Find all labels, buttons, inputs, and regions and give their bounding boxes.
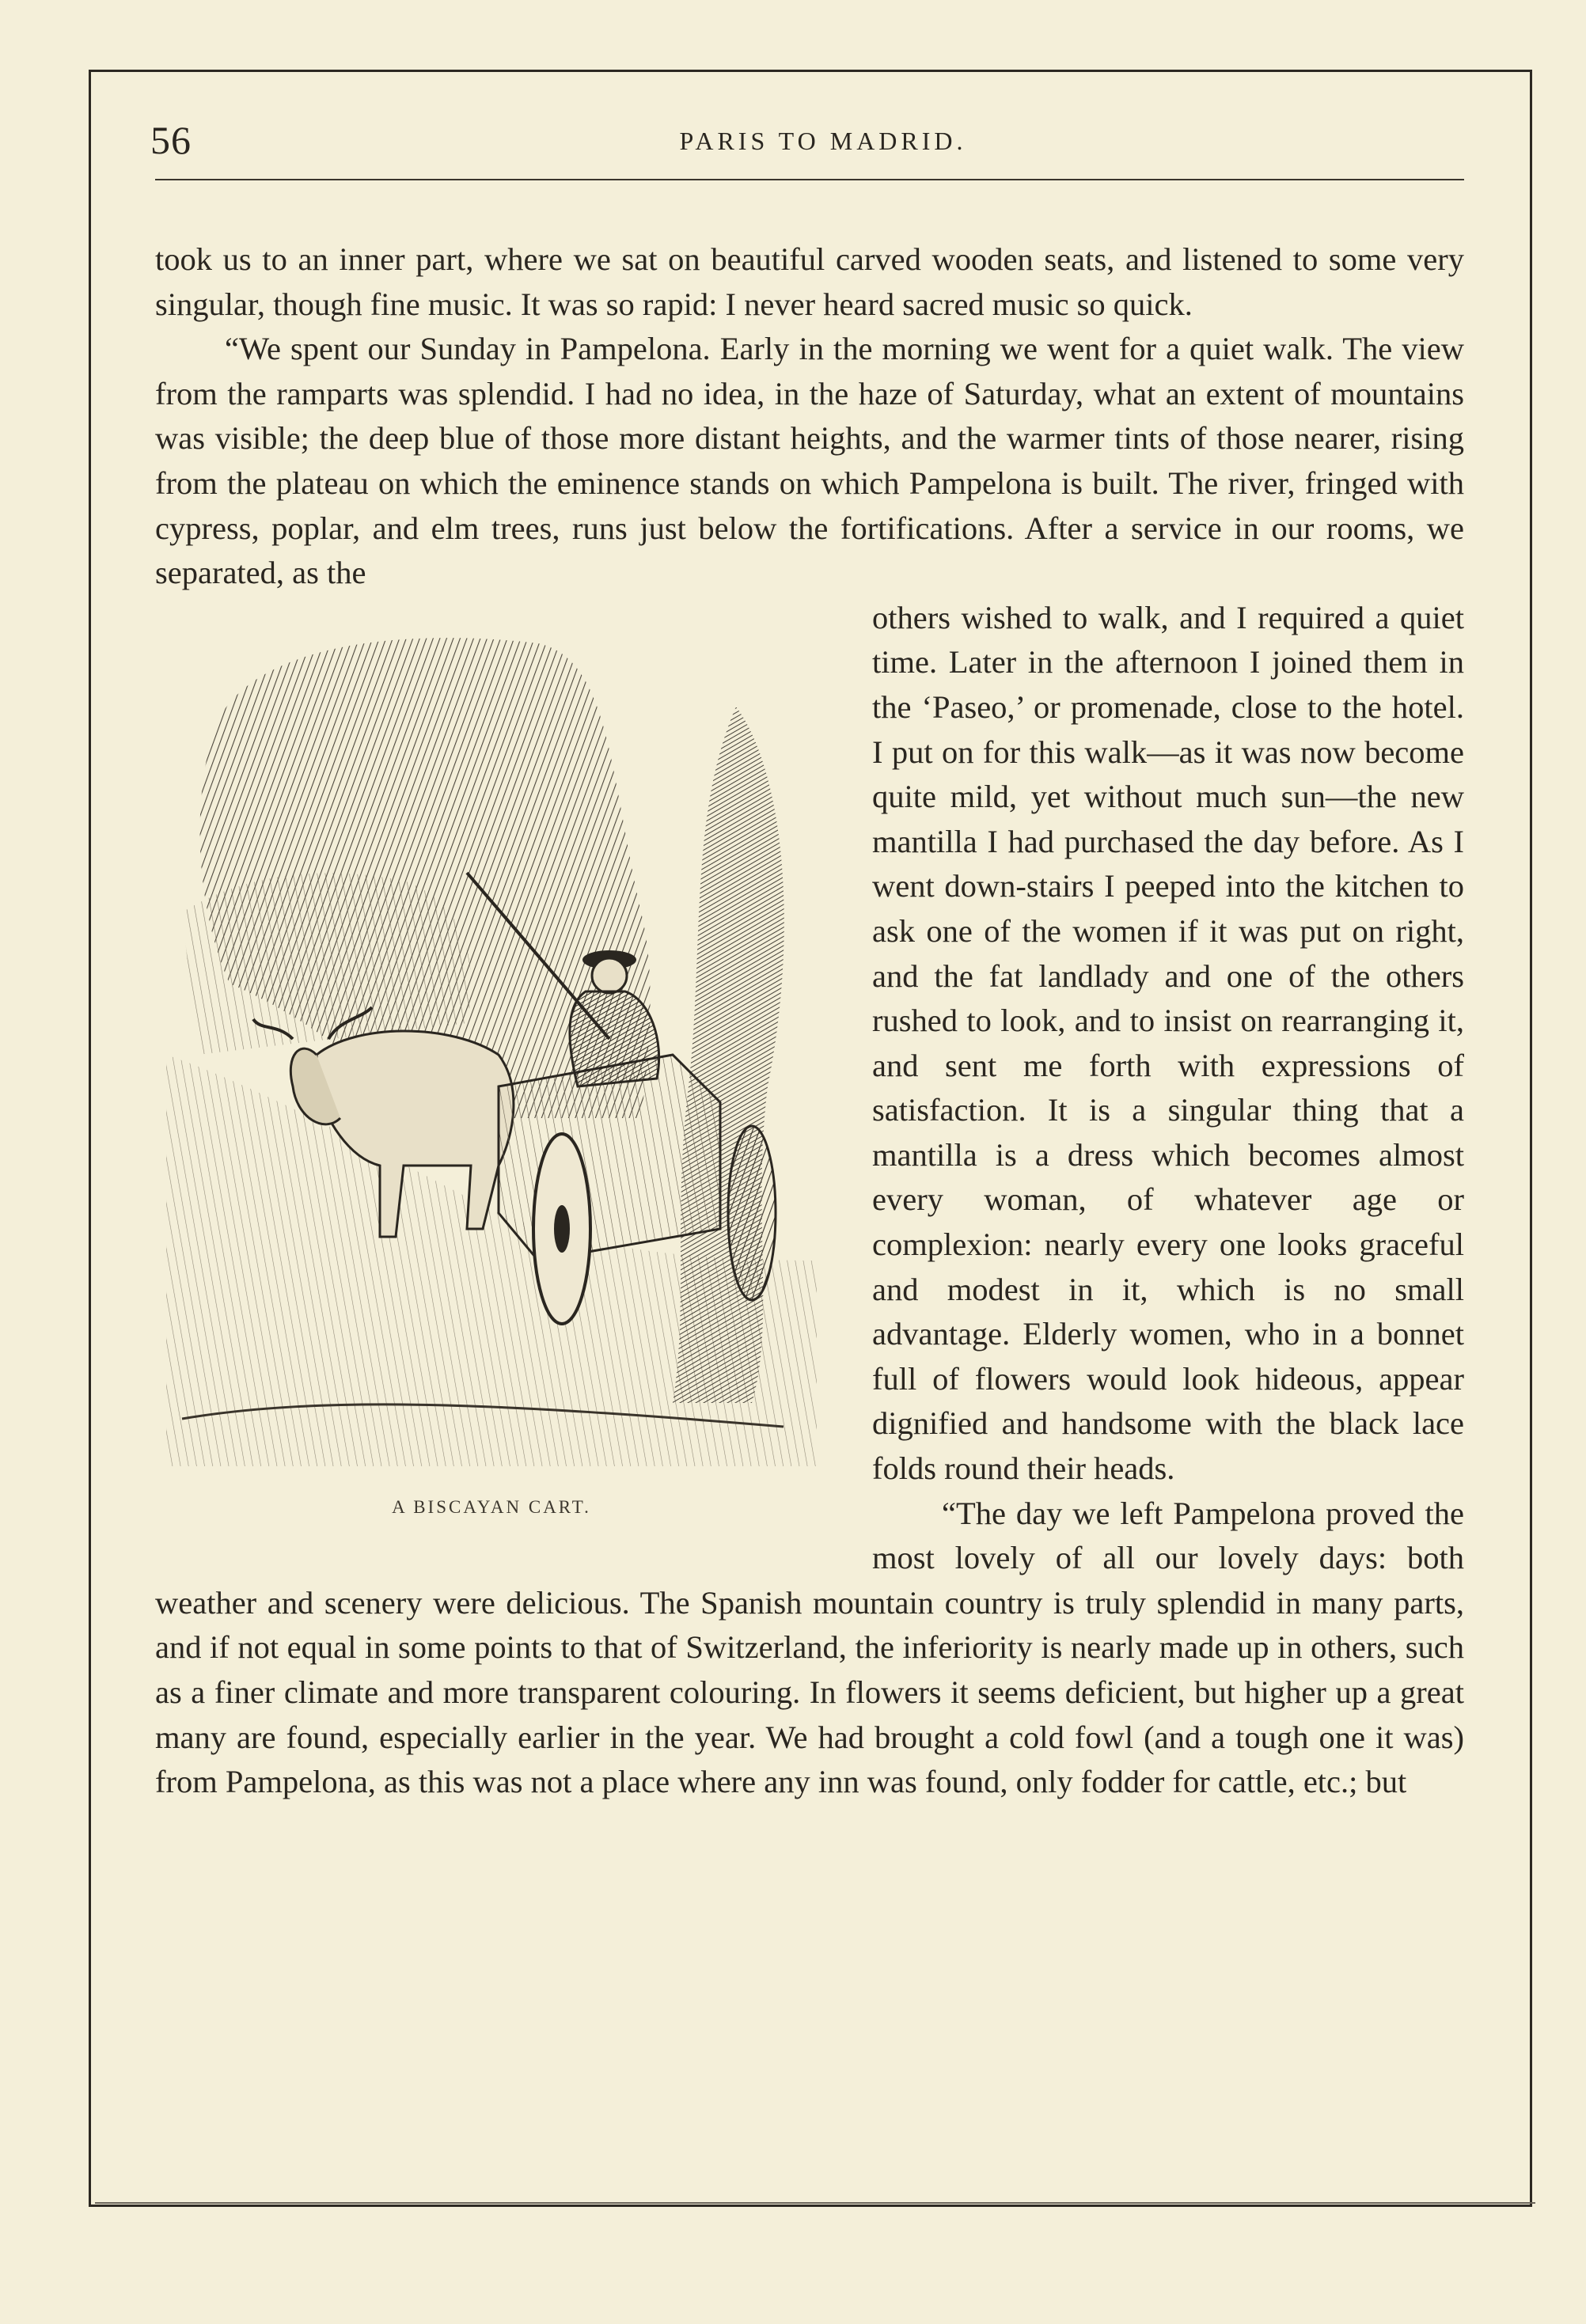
page-number: 56 [150, 118, 192, 162]
running-title: PARIS TO MADRID. [679, 127, 967, 155]
paragraph-sunday: “We spent our Sunday in Pampelona. Early in the morning we went for a quiet walk. The view from the ramparts was splendid. I had no idea, in the haze of Saturday, what an extent of mountains was visible; the deep blue of those more distant heights, and the warmer tints of those nearer, rising from the plateau on which the eminence stands on which Pampelona is built. The river, fringed with cypress, poplar, and elm trees, runs just below the fortifications. After a service in our rooms, we separated, as the [155, 331, 1464, 591]
body-text [155, 237, 1464, 1805]
figure-caption: A BISCAYAN CART. [392, 1496, 591, 1517]
figure-biscayan-cart [155, 596, 828, 1542]
page-border-shadow [95, 2202, 1535, 2204]
paragraph-continued: took us to an inner part, where we sat on beautiful carved wooden seats, and listened to some very singular, though fine music. It was so rapid: I never heard sacred music so quick. [155, 241, 1464, 322]
paragraph-left-pampelona: “The day we left Pampelona proved the most lovely of all our lovely days: both weather and scenery were delicious. The Spanish mountain country is truly splendid in many parts, and if not equal in some points to that of Switzerland, the inferiority is nearly made up in others, such as a finer climate and more transparent colouring. In flowers it seems deficient, but higher up a great many are found, especially earlier in the year. We had brought a cold fowl (and a tough one it was) from Pampelona, as this was not a place where any inn was found, only fodder for cattle, etc.; but [155, 1495, 1464, 1800]
engraving-illustration [166, 612, 817, 1466]
paragraph-paseo: others wished to walk, and I required a quiet time. Later in the afternoon I joined them in the ‘Paseo,’ or promenade, close to the hotel. I put on for this walk—as it was now become quite mild, yet without much sun—the new mantilla I had purchased the day before. As I went down-stairs I peeped into the kitchen to ask one of the women if it was put on right, and the fat landlady and one of the others rushed to look, and to insist on rearranging it, and sent me forth with expressions of satisfaction. It is a singular thing that a mantilla is a dress which becomes almost every woman, of whatever age or complexion: nearly every one looks graceful and modest in it, which is no small advantage. Elderly women, who in a bonnet full of flowers would look hideous, appear dignified and handsome with the black lace folds round their heads. [872, 599, 1464, 1487]
header-rule [155, 179, 1464, 180]
page-header [150, 117, 1496, 180]
